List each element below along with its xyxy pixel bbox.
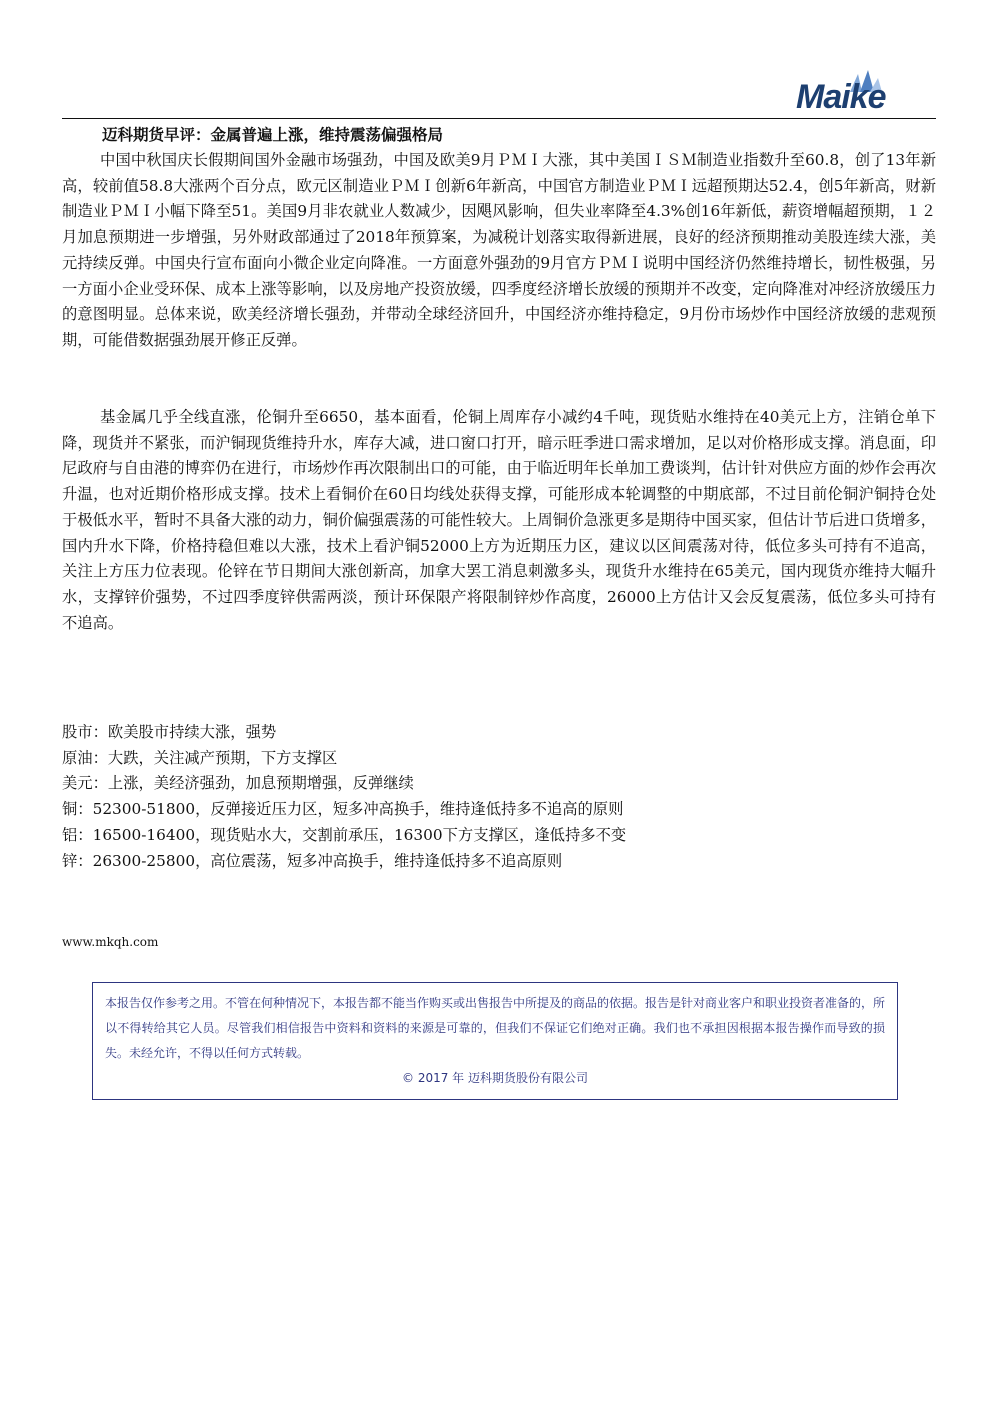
summary-item-crude-oil: 原油：大跌，关注减产预期，下方支撑区	[62, 748, 338, 767]
summary-item-copper: 铜：52300-51800，反弹接近压力区，短多冲高换手，维持逢低持多不追高的原则	[62, 800, 624, 819]
disclaimer-text: 本报告仅作参考之用。不管在何种情况下，本报告都不能当作购买或出售报告中所提及的商品的依据。报告是针对商业客户和职业投资者准备的，所以不得转给其它人员。尽管我们相信报告中资料和资料的来源是可靠的，但我们不保证它们绝对正确。我们也不承担因根据本报告操作而导致的损失。未经允许，不得以任何方式转载。	[105, 996, 886, 1060]
article-paragraph-macro: 中国中秋国庆长假期间国外金融市场强劲，中国及欧美9月ＰＭＩ大涨，其中美国ＩＳＭ制造业指数升至60.8，创了13年新高，较前值58.8大涨两个百分点，欧元区制造业ＰＭＩ创新6年新高，中国官方制造业ＰＭＩ远超预期达52.4，创5年新高，财新制造业ＰＭＩ小幅下降至51。美国9月非农就业人数减少，因飓风影响，但失业率降至4.3%创16年新低，薪资增幅超预期，１２月加息预期进一步增强，另外财政部通过了2018年预算案，为减税计划落实取得新进展，良好的经济预期推动美股连续大涨，美元持续反弹。中国央行宣布面向小微企业定向降准。一方面意外强劲的9月官方ＰＭＩ说明中国经济仍然维持增长，韧性极强，另一方面小企业受环保、成本上涨等影响，以及房地产投资放缓，四季度经济增长放缓的预期并不改变，定向降准对冲经济放缓压力的意图明显。总体来说，欧美经济增长强劲，并带动全球经济回升，中国经济亦维持稳定，9月份市场炒作中国经济放缓的悲观预期，可能借数据强劲展开修正反弹。	[62, 151, 936, 349]
summary-item-zinc: 锌：26300-25800，高位震荡，短多冲高换手，维持逢低持多不追高原则	[62, 851, 563, 870]
summary-item-usd: 美元：上涨，美经济强劲，加息预期增强，反弹继续	[62, 774, 414, 793]
market-summary-list	[62, 720, 936, 874]
header-divider	[62, 118, 936, 119]
disclaimer-box	[92, 982, 898, 1100]
summary-item-aluminum: 铝：16500-16400，现货贴水大，交割前承压，16300下方支撑区，逢低持多不变	[62, 825, 627, 844]
summary-item-stocks: 股市：欧美股市持续大涨，强势	[62, 723, 277, 741]
website-link[interactable]: www.mkqh.com	[62, 935, 159, 949]
copyright-notice: © 2017 年 迈科期货股份有限公司	[402, 1071, 588, 1085]
maike-logo	[796, 72, 928, 116]
article-paragraph-metals: 基金属几乎全线直涨，伦铜升至6650，基本面看，伦铜上周库存小减约4千吨，现货贴水维持在40美元上方，注销仓单下降，现货并不紧张，而沪铜现货维持升水，库存大减，进口窗口打开，暗示旺季进口需求增加，足以对价格形成支撑。消息面，印尼政府与自由港的博弈仍在进行，市场炒作再次限制出口的可能，由于临近明年长单加工费谈判，估计针对供应方面的炒作会再次升温，也对近期价格形成支撑。技术上看铜价在60日均线处获得支撑，可能形成本轮调整的中期底部，不过目前伦铜沪铜持仓处于极低水平，暂时不具备大涨的动力，铜价偏强震荡的可能性较大。上周铜价急涨更多是期待中国买家，但估计节后进口货增多，国内升水下降，价格持稳但难以大涨，技术上看沪铜52000上方为近期压力区，建议以区间震荡对待，低位多头可持有不追高，关注上方压力位表现。伦锌在节日期间大涨创新高，加拿大罢工消息刺激多头，现货升水维持在65美元，国内现货亦维持大幅升水，支撑锌价强势，不过四季度锌供需两淡，预计环保限产将限制锌炒作高度，26000上方估计又会反复震荡，低位多头可持有不追高。	[62, 408, 936, 632]
article-title: 迈科期货早评：金属普遍上涨，维持震荡偏强格局	[102, 126, 444, 144]
logo-wordmark: Maike	[796, 78, 886, 116]
